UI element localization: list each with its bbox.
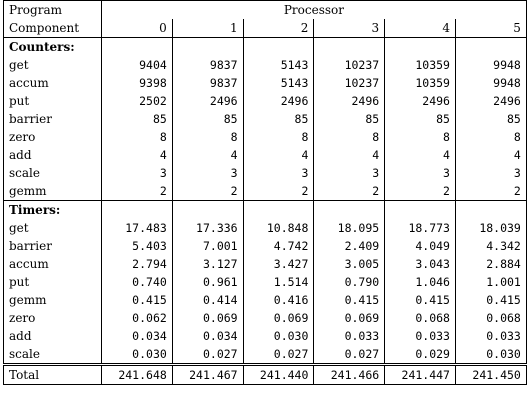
- table-cell: 2: [385, 182, 456, 201]
- table-cell: 3: [243, 164, 314, 182]
- row-label: accum: [4, 255, 102, 273]
- processor-id: 3: [314, 19, 385, 38]
- total-cell: 241.467: [172, 365, 243, 385]
- row-label: gemm: [4, 291, 102, 309]
- table-cell: 8: [385, 128, 456, 146]
- total-cell: 241.450: [455, 365, 526, 385]
- table-cell: 0.027: [243, 345, 314, 365]
- table-cell: 1.514: [243, 273, 314, 291]
- table-row: [4, 345, 527, 365]
- table-row: [4, 74, 527, 92]
- table-cell: 2502: [102, 92, 173, 110]
- table-cell: 2496: [455, 92, 526, 110]
- table-cell: 10359: [385, 56, 456, 74]
- empty-cell: [243, 38, 314, 57]
- table-row: [4, 182, 527, 201]
- table-row: [4, 309, 527, 327]
- component-header: Component: [4, 19, 102, 38]
- table-row: [4, 255, 527, 273]
- section-title: Timers:: [4, 201, 102, 220]
- table-cell: 10237: [314, 74, 385, 92]
- table-cell: 0.030: [243, 327, 314, 345]
- table-cell: 0.790: [314, 273, 385, 291]
- table-cell: 8: [102, 128, 173, 146]
- total-cell: 241.648: [102, 365, 173, 385]
- table-cell: 3: [455, 164, 526, 182]
- empty-cell: [385, 38, 456, 57]
- empty-cell: [385, 201, 456, 220]
- table-cell: 18.095: [314, 219, 385, 237]
- empty-cell: [314, 201, 385, 220]
- processor-id: 1: [172, 19, 243, 38]
- table-cell: 2.794: [102, 255, 173, 273]
- empty-cell: [172, 201, 243, 220]
- table-row: [4, 164, 527, 182]
- table-row: [4, 110, 527, 128]
- table-cell: 85: [102, 110, 173, 128]
- table-row: [4, 219, 527, 237]
- table-cell: 85: [455, 110, 526, 128]
- table-cell: 0.069: [243, 309, 314, 327]
- table-cell: 1.001: [455, 273, 526, 291]
- table-cell: 0.069: [172, 309, 243, 327]
- table-cell: 8: [314, 128, 385, 146]
- table-cell: 2: [455, 182, 526, 201]
- total-row: [4, 365, 527, 385]
- header-row-component: [4, 19, 527, 38]
- table-cell: 4.342: [455, 237, 526, 255]
- program-header: Program: [4, 1, 102, 20]
- table-cell: 4.049: [385, 237, 456, 255]
- table-cell: 7.001: [172, 237, 243, 255]
- empty-cell: [102, 38, 173, 57]
- table-cell: 0.740: [102, 273, 173, 291]
- table-cell: 2.884: [455, 255, 526, 273]
- table-cell: 2.409: [314, 237, 385, 255]
- table-row: [4, 56, 527, 74]
- table-cell: 0.030: [102, 345, 173, 365]
- table-cell: 17.336: [172, 219, 243, 237]
- row-label: scale: [4, 345, 102, 365]
- table-row: [4, 92, 527, 110]
- table-cell: 0.415: [455, 291, 526, 309]
- table-cell: 3.005: [314, 255, 385, 273]
- table-cell: 4: [243, 146, 314, 164]
- table-cell: 0.068: [385, 309, 456, 327]
- row-label: zero: [4, 128, 102, 146]
- table-cell: 5143: [243, 56, 314, 74]
- empty-cell: [455, 38, 526, 57]
- row-label: zero: [4, 309, 102, 327]
- total-cell: 241.447: [385, 365, 456, 385]
- table-cell: 4.742: [243, 237, 314, 255]
- processor-id: 2: [243, 19, 314, 38]
- processor-id: 5: [455, 19, 526, 38]
- row-label: put: [4, 273, 102, 291]
- table-cell: 2: [243, 182, 314, 201]
- table-cell: 0.068: [455, 309, 526, 327]
- total-cell: 241.440: [243, 365, 314, 385]
- table-cell: 3: [385, 164, 456, 182]
- table-cell: 85: [385, 110, 456, 128]
- table-cell: 4: [385, 146, 456, 164]
- table-cell: 0.069: [314, 309, 385, 327]
- table-cell: 0.033: [385, 327, 456, 345]
- table-cell: 2: [314, 182, 385, 201]
- table-cell: 10359: [385, 74, 456, 92]
- table-cell: 18.773: [385, 219, 456, 237]
- table-cell: 17.483: [102, 219, 173, 237]
- table-cell: 10237: [314, 56, 385, 74]
- table-cell: 0.062: [102, 309, 173, 327]
- table-cell: 1.046: [385, 273, 456, 291]
- table-cell: 2496: [172, 92, 243, 110]
- empty-cell: [243, 201, 314, 220]
- total-cell: 241.466: [314, 365, 385, 385]
- table-row: [4, 146, 527, 164]
- row-label: get: [4, 219, 102, 237]
- table-cell: 9837: [172, 56, 243, 74]
- table-cell: 85: [243, 110, 314, 128]
- table-cell: 8: [243, 128, 314, 146]
- table-cell: 2496: [314, 92, 385, 110]
- table-cell: 0.414: [172, 291, 243, 309]
- table-cell: 9404: [102, 56, 173, 74]
- empty-cell: [102, 201, 173, 220]
- table-row: [4, 128, 527, 146]
- table-cell: 0.416: [243, 291, 314, 309]
- table-cell: 3.127: [172, 255, 243, 273]
- table-cell: 4: [314, 146, 385, 164]
- table-cell: 3: [172, 164, 243, 182]
- table-cell: 0.034: [102, 327, 173, 345]
- table-cell: 85: [172, 110, 243, 128]
- table-cell: 5.403: [102, 237, 173, 255]
- processor-id: 0: [102, 19, 173, 38]
- table-row: [4, 273, 527, 291]
- table-cell: 0.033: [455, 327, 526, 345]
- section-title: Counters:: [4, 38, 102, 57]
- table-cell: 18.039: [455, 219, 526, 237]
- table-row: [4, 237, 527, 255]
- header-row-program: [4, 1, 527, 20]
- table-cell: 0.027: [314, 345, 385, 365]
- table-cell: 3: [314, 164, 385, 182]
- table-cell: 0.033: [314, 327, 385, 345]
- table-cell: 4: [172, 146, 243, 164]
- table-cell: 2: [172, 182, 243, 201]
- table-cell: 9837: [172, 74, 243, 92]
- processor-header: Processor: [102, 1, 527, 20]
- table-row: [4, 291, 527, 309]
- row-label: scale: [4, 164, 102, 182]
- table-cell: 0.961: [172, 273, 243, 291]
- table-cell: 0.415: [102, 291, 173, 309]
- table-cell: 0.030: [455, 345, 526, 365]
- table-cell: 0.415: [385, 291, 456, 309]
- processor-id: 4: [385, 19, 456, 38]
- table-cell: 0.415: [314, 291, 385, 309]
- table-cell: 85: [314, 110, 385, 128]
- table-cell: 9948: [455, 56, 526, 74]
- performance-table: [3, 0, 527, 385]
- table-row: [4, 327, 527, 345]
- total-label: Total: [4, 365, 102, 385]
- table-cell: 8: [172, 128, 243, 146]
- table-cell: 2496: [243, 92, 314, 110]
- row-label: accum: [4, 74, 102, 92]
- counters-section-header: [4, 38, 527, 57]
- table-cell: 10.848: [243, 219, 314, 237]
- table-body: [4, 1, 527, 385]
- table-cell: 3: [102, 164, 173, 182]
- table-cell: 9948: [455, 74, 526, 92]
- row-label: put: [4, 92, 102, 110]
- row-label: gemm: [4, 182, 102, 201]
- empty-cell: [455, 201, 526, 220]
- row-label: add: [4, 327, 102, 345]
- table-cell: 8: [455, 128, 526, 146]
- table-cell: 3.043: [385, 255, 456, 273]
- empty-cell: [172, 38, 243, 57]
- row-label: add: [4, 146, 102, 164]
- table-cell: 0.027: [172, 345, 243, 365]
- timers-section-header: [4, 201, 527, 220]
- empty-cell: [314, 38, 385, 57]
- row-label: barrier: [4, 110, 102, 128]
- table-cell: 2496: [385, 92, 456, 110]
- table-cell: 0.029: [385, 345, 456, 365]
- table-cell: 0.034: [172, 327, 243, 345]
- row-label: barrier: [4, 237, 102, 255]
- row-label: get: [4, 56, 102, 74]
- table-cell: 4: [455, 146, 526, 164]
- table-cell: 2: [102, 182, 173, 201]
- table-cell: 5143: [243, 74, 314, 92]
- table-cell: 4: [102, 146, 173, 164]
- table-cell: 9398: [102, 74, 173, 92]
- table-cell: 3.427: [243, 255, 314, 273]
